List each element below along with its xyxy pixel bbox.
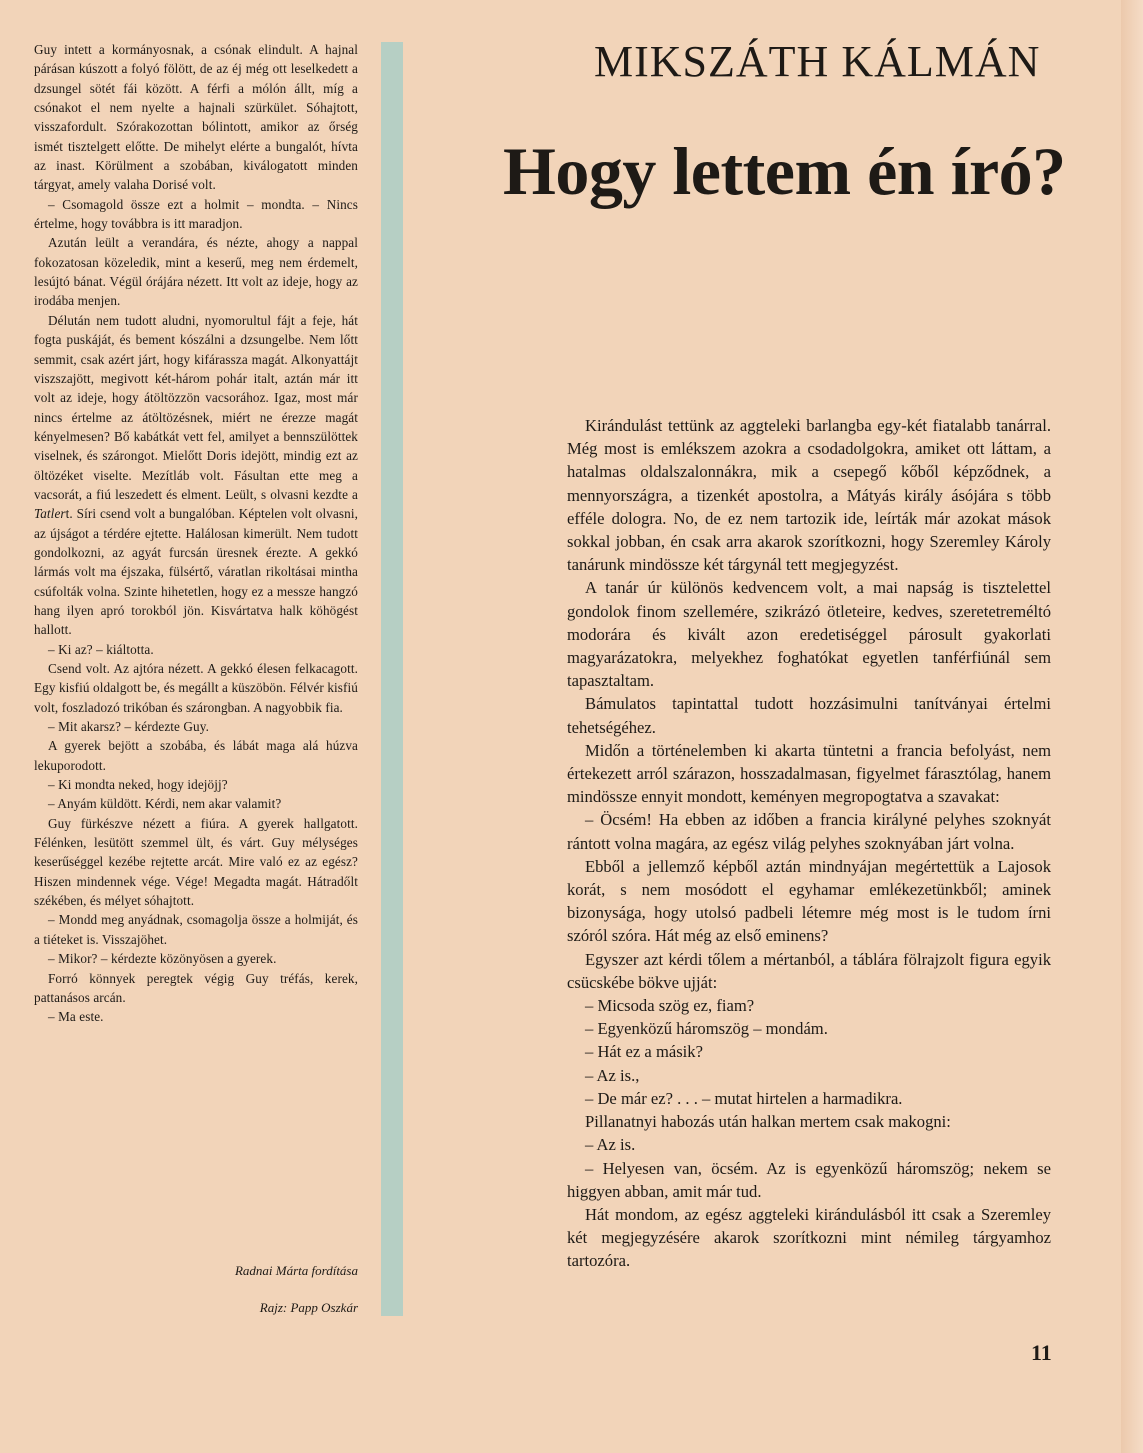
article-paragraph: Midőn a történelemben ki akarta tüntetni a francia befolyást, nem értekezett arról szárazon, hosszadalmasan, figyelmet fárasztólag, hanem mindössze ennyit mondott, keményen megropogtatva a szavakat:	[567, 740, 1051, 807]
article-paragraph: – Helyesen van, öcsém. Az is egyenközű háromszög; nekem se higgyen abban, amit már tud.	[567, 1158, 1051, 1201]
article-paragraph: – De már ez? . . . – mutat hirtelen a harmadikra.	[585, 1088, 903, 1108]
article-paragraph: A tanár úr különös kedvencem volt, a mai napság is tisztelettel gondolok finom szellemére, szikrázó ötleteire, kedves, szeretetreméltó modorára és kivált azon eredetiséggel párosult gyakorlati magyarázatokra, melyekhez foghatókat egyetlen tanférfiúnál sem tapasztaltam.	[567, 578, 1051, 691]
story-paragraph: – Anyám küldött. Kérdi, nem akar valamit?	[48, 796, 282, 812]
story-paragraph: Guy intett a kormányosnak, a csónak elindult. A hajnal párásan kúszott a folyó fölött, de az éj még ott leselkedett a dzsungel sötét fái között. A férfi a mólón állt, míg a csónakot el nem nyelte a hajnali szürkület. Sóhajtott, visszafordult. Szórakozottan bólintott, amikor az őrség ismét tisztelgett előtte. De mihelyt elérte a bungalót, hívta az inast. Körülment a szobában, kiválogatott minden tárgyat, amely valaha Dorisé volt.	[34, 42, 358, 193]
page-number: 11	[1031, 1340, 1052, 1365]
article-paragraph: Bámulatos tapintattal tudott hozzásimulni tanítványai értelmi tehetségéhez.	[567, 694, 1051, 737]
story-paragraph: – Mikor? – kérdezte közönyösen a gyerek.	[48, 951, 277, 967]
article-paragraph: Kirándulást tettünk az aggteleki barlangba egy-két fiatalabb tanárral. Még most is emlékszem azokra a csodadolgokra, amiket ott láttam, a hatalmas oldalszalonnákra, mik a csepegő kőből képződnek, a mennyországra, a tizenkét apostolra, a Mátyás király ásójára s több efféle dologra. No, de ez nem tartozik ide, leírták már azokat mások sokkal jobban, én csak arra akarok szorítkozni, hogy Szeremley Károly tanárunk mindössze két tárgynál tett megjegyzést.	[567, 416, 1051, 575]
story-paragraph: Csend volt. Az ajtóra nézett. A gekkó élesen felkacagott. Egy kisfiú oldalgott be, és megállt a küszöbön. Félvér kisfiú volt, foszladozó trikóban és szárongban. A nagyobbik fia.	[34, 661, 358, 715]
translator-credit: Radnai Márta fordítása	[234, 1263, 358, 1278]
story-paragraph: Guy fürkészve nézett a fiúra. A gyerek hallgatott. Félénken, lesütött szemmel ült, és várt. Guy mélységes keserűséggel kezébe rejtette arcát. Mire való ez az egész? Hiszen mindennek vége. Vége! Megadta magát. Hátradőlt székében, és mélyet sóhajtott.	[34, 815, 358, 909]
article-paragraph: Ebből a jellemző képből aztán mindnyájan megértettük a Lajosok korát, s nem mosódott el egyhamar emlékezetünkből; aminek bizonysága, hogy utolsó padbeli létemre még most is le tudom írni szóról szóra. Hát még az első eminens?	[567, 856, 1051, 946]
page-edge	[1121, 0, 1143, 1453]
author-name: MIKSZÁTH KÁLMÁN	[594, 37, 1041, 86]
article-paragraph: Egyszer azt kérdi tőlem a mértanból, a táblára fölrajzolt figura egyik csücskébe bökve ujját:	[567, 949, 1051, 992]
story-paragraph: Délután nem tudott aludni, nyomorultul fájt a feje, hát fogta puskáját, és bement kószálni a dzsungelbe. Nem lőtt semmit, csak azért járt, hogy kifárassza magát. Alkonyattájt viszszajött, megivott két-három pohár italt, aztán már itt volt az ideje, hogy átöltözzön vacsorához. Igaz, most már nincs értelme az átöltözésnek, miért ne érezze magát kényelmesen? Bő kabátkát vett fel, amilyet a bennszülöttek viselnek, és szárongot. Mielőtt Doris idejött, mindig ezt az öltözéket viselte. Mezítláb volt. Fásultan ette meg a vacsorát, a fiú leszedett és elment. Leült, s olvasni kezdte a Tatlert. Síri csend volt a bungalóban. Képtelen volt olvasni, az újságot a térdére ejtette. Halálosan kimerült. Nem tudott gondolkozni, az agyát furcsán üresnek érezte. A gekkó lármás volt ma éjszaka, fülsértő, váratlan rikoltásai mintha csúfolták volna. Szinte hihetetlen, hogy ez a messze hangzó hang ilyen apró torokból jön. Kisvártatva halk köhögést hallott.	[34, 312, 358, 638]
article-title: Hogy lettem én író?	[503, 133, 1066, 209]
article-paragraph: Hát mondom, az egész aggteleki kirándulásból itt csak a Szeremley két megjegyzésére akarok szorítkozni mint némileg tárgyamhoz tartozóra.	[567, 1204, 1051, 1271]
article-paragraph: – Öcsém! Ha ebben az időben a francia királyné pelyhes szoknyát rántott volna magára, az egész világ pelyhes szoknyában járt volna.	[567, 810, 1051, 853]
story-column	[34, 40, 358, 1027]
article-paragraph: – Az is.	[585, 1135, 636, 1155]
article-paragraph: – Egyenközű háromszög – mondám.	[585, 1019, 828, 1039]
story-paragraph: – Ma este.	[48, 1009, 104, 1025]
article-paragraph: – Micsoda szög ez, fiam?	[585, 996, 755, 1016]
story-paragraph: Forró könnyek peregtek végig Guy tréfás, kerek, pattanásos arcán.	[34, 970, 358, 1005]
story-paragraph: Azután leült a verandára, és nézte, ahogy a nappal fokozatosan közeledik, mint a keserű, meg nem érdemelt, lesújtó bánat. Végül órájára nézett. Itt volt az ideje, hogy az irodába menjen.	[34, 235, 358, 309]
story-paragraph: – Mit akarsz? – kérdezte Guy.	[48, 719, 209, 735]
article-column	[567, 414, 1051, 1273]
article-paragraph: – Hát ez a másik?	[585, 1042, 703, 1062]
article-paragraph: – Az is.,	[585, 1065, 640, 1085]
story-paragraph: – Ki mondta neked, hogy idejöjj?	[48, 777, 228, 793]
article-paragraph: Pillanatnyi habozás után halkan mertem csak makogni:	[585, 1112, 951, 1132]
story-paragraph: – Ki az? – kiáltotta.	[48, 641, 154, 657]
decorative-stripe	[381, 42, 403, 1316]
story-paragraph: – Csomagold össze ezt a holmit – mondta. – Nincs értelme, hogy továbbra is itt maradjon.	[34, 196, 358, 232]
illustrator-credit: Rajz: Papp Oszkár	[259, 1300, 358, 1315]
story-paragraph: A gyerek bejött a szobába, és lábát maga alá húzva lekuporodott.	[34, 738, 358, 773]
story-paragraph: – Mondd meg anyádnak, csomagolja össze a holmiját, és a tiéteket is. Visszajöhet.	[34, 912, 358, 947]
